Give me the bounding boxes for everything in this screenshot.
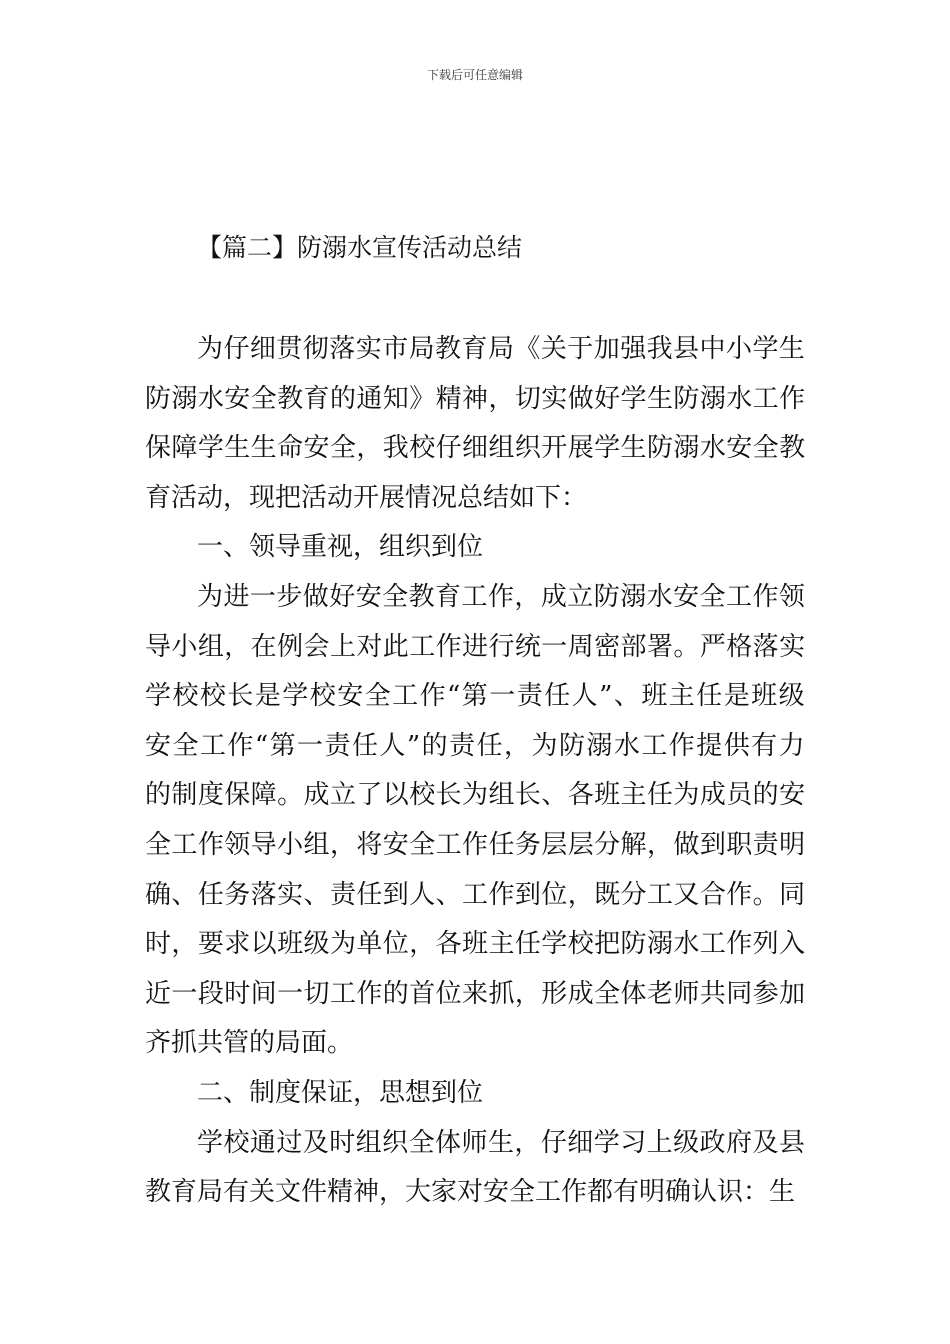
paragraph-line: 确、任务落实、责任到人、工作到位，既分工又合作。同 — [145, 880, 806, 910]
paragraph-first-line: 为仔细贯彻落实市局教育局《关于加强我县中小学生 — [197, 334, 806, 364]
paragraph-first-line: 一、领导重视，组织到位 — [197, 532, 484, 562]
paragraph-line: 学校校长是学校安全工作“第一责任人”、班主任是班级 — [145, 681, 807, 711]
paragraph-line: 齐抓共管的局面。 — [145, 1028, 354, 1058]
paragraph-line: 的制度保障。成立了以校长为组长、各班主任为成员的安 — [145, 780, 806, 810]
paragraph-line: 教育局有关文件精神，大家对安全工作都有明确认识：生 — [145, 1177, 796, 1207]
paragraph-line: 保障学生生命安全，我校仔细组织开展学生防溺水安全教 — [145, 433, 806, 463]
paragraph-line: 育活动，现把活动开展情况总结如下： — [145, 483, 588, 513]
paragraph-line: 全工作领导小组，将安全工作任务层层分解，做到职责明 — [145, 830, 806, 860]
paragraph-line: 安全工作“第一责任人”的责任，为防溺水工作提供有力 — [145, 731, 807, 761]
paragraph-first-line: 学校通过及时组织全体师生，仔细学习上级政府及县 — [197, 1128, 806, 1158]
paragraph-line: 防溺水安全教育的通知》精神，切实做好学生防溺水工作 — [145, 384, 806, 414]
paragraph-line: 导小组，在例会上对此工作进行统一周密部署。严格落实 — [145, 632, 806, 662]
paragraph-line: 近一段时间一切工作的首位来抓，形成全体老师共同参加 — [145, 979, 806, 1009]
paragraph-line: 时，要求以班级为单位，各班主任学校把防溺水工作列入 — [145, 929, 806, 959]
header-note: 下载后可任意编辑 — [426, 68, 523, 82]
paragraph-first-line: 为进一步做好安全教育工作，成立防溺水安全工作领 — [197, 582, 806, 612]
paragraph-first-line: 二、制度保证，思想到位 — [197, 1078, 484, 1108]
document-title: 【篇二】防溺水宣传活动总结 — [197, 233, 523, 262]
